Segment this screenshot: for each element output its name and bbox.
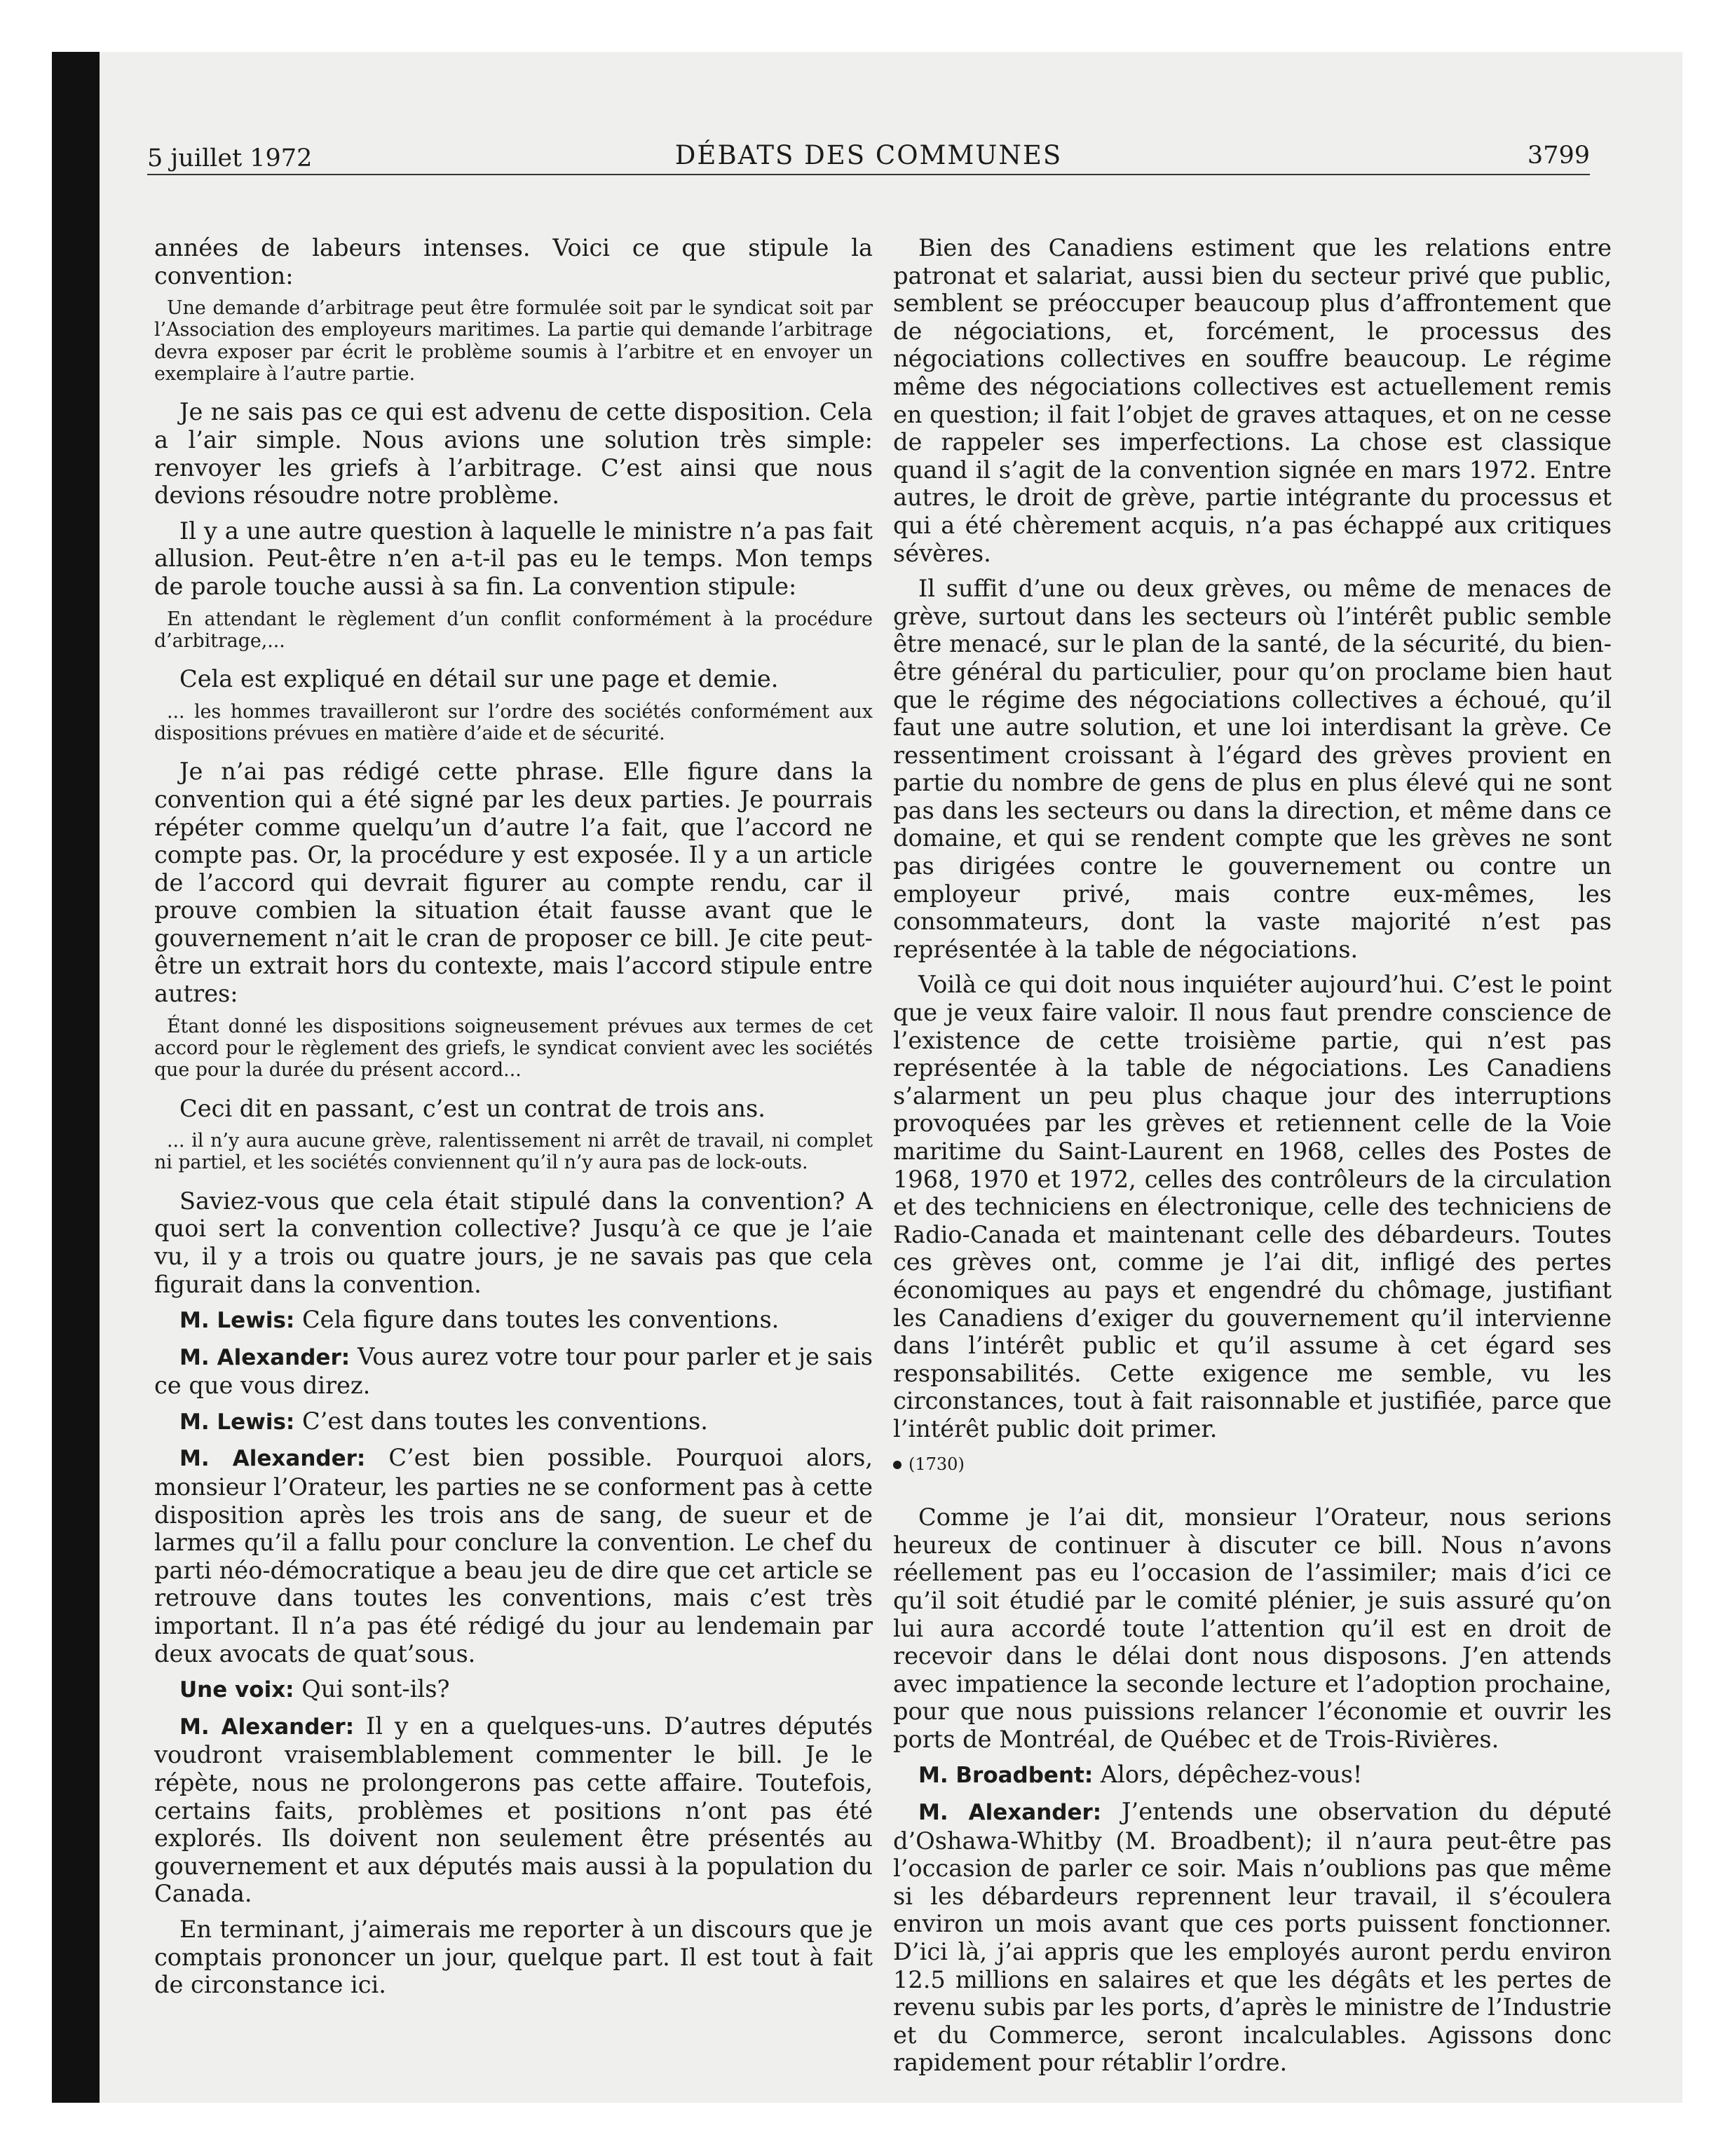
speech-text: C’est dans toutes les conventions. [294, 1407, 708, 1435]
speech-text: Alors, dépêchez-vous! [1093, 1761, 1363, 1789]
paragraph: Je ne sais pas ce qui est advenu de cette disposition. Cela a l’air simple. Nous avions une solution très simple: renvoyer les griefs à l’arbitrage. C’est ainsi que nous devions résoudre notre problème. [154, 398, 873, 510]
quotation: Une demande d’arbitrage peut être formulée soit par le syndicat soit par l’Association des employeurs maritimes. La partie qui demande l’arbitrage devra exposer par écrit le problème soumis à l’arbitre et en envoyer un exemplaire à l’autre partie. [154, 297, 873, 386]
paragraph: Bien des Canadiens estiment que les relations entre patronat et salariat, aussi bien du secteur privé que public, semblent se préoccuper beaucoup plus d’affrontement que de négociations, et, forcément, le processus des négociations collectives en souffre beaucoup. Le régime même des négociations collectives est actuellement remis en question; il fait l’objet de graves attaques, et on ne cesse de rappeler ses imperfections. La chose est classique quand il s’agit de la convention signée en mars 1972. Entre autres, le droit de grève, partie intégrante du processus et qui a été chèrement acquis, n’a pas échappé aux critiques sévères. [893, 234, 1612, 567]
speech-text: C’est bien possible. Pourquoi alors, monsieur l’Orateur, les parties ne se conforment pas à cette disposition après les trois ans de sang, de sueur et de larmes qu’il a fallu pour conclure la convention. Le chef du parti néo-démocratique a beau jeu de dire que cet article se retrouve dans toutes les conventions, mais c’est très important. Il n’a pas été rédigé du jour au lendemain par deux avocats de quat’sous. [154, 1444, 873, 1667]
speech [154, 1444, 873, 1667]
speech [154, 1306, 873, 1335]
speaker-name: Une voix: [179, 1677, 294, 1703]
quotation: ... il n’y aura aucune grève, ralentissement ni arrêt de travail, ni complet ni partiel, et les sociétés conviennent qu’il n’y aura pas de lock-outs. [154, 1130, 873, 1174]
scan-binding-edge [52, 52, 100, 2103]
speaker-name: M. Alexander: [918, 1800, 1102, 1826]
speech-text: Vous aurez votre tour pour parler et je sais ce que vous direz. [154, 1342, 873, 1400]
speaker-name: M. Alexander: [179, 1344, 351, 1370]
paragraph: Saviez-vous que cela était stipulé dans la convention? A quoi sert la convention collective? Jusqu’à ce que je l’aie vu, il y a trois ou quatre jours, je ne savais pas que cela figurait dans la convention. [154, 1187, 873, 1298]
paragraph: Il suffit d’une ou deux grèves, ou même de menaces de grève, surtout dans les secteurs où l’intérêt public semble être menacé, sur le plan de la santé, de la sécurité, du bien-être général du particulier, pour qu’on proclame bien haut que le régime des négociations collectives a échoué, qu’il faut une autre solution, et une loi interdisant la grève. Ce ressentiment croissant à l’égard des grèves provient en partie du nombre de gens de plus en plus élevé qui ne sont pas dans les secteurs ou dans la direction, et même dans ce domaine, et qui se rendent compte que les grèves ne sont pas dirigées contre le gouvernement ou contre un employeur privé, mais contre eux-mêmes, les consommateurs, dont la vaste majorité n’est pas représentée à la table de négociations. [893, 575, 1612, 963]
paragraph: Je n’ai pas rédigé cette phrase. Elle figure dans la convention qui a été signé par les deux parties. Je pourrais répéter comme quelqu’un d’autre l’a fait, que l’accord ne compte pas. Or, la procédure y est exposée. Il y a un article de l’accord qui devrait figurer au compte rendu, car il prouve combien la situation était fausse avant que le gouvernement n’ait le cran de proposer ce bill. Je cite peut-être un extrait hors du contexte, mais l’accord stipule entre autres: [154, 758, 873, 1008]
speech [893, 1761, 1612, 1790]
speech [154, 1407, 873, 1437]
speech-text: J’entends une observation du député d’Oshawa-Whitby (M. Broadbent); il n’aura peut-être pas l’occasion de parler ce soir. Mais n’oublions pas que même si les débardeurs reprennent leur travail, il s’écoulera environ un mois avant que ces ports puissent fonctionner. D’ici là, j’ai appris que les employés auront perdu environ 12.5 millions en salaires et que les dégâts et les pertes de revenu subis par les ports, d’après le ministre de l’Industrie et du Commerce, seront incalculables. Agissons donc rapidement pour rétablir l’ordre. [893, 1798, 1612, 2077]
paragraph: Voilà ce qui doit nous inquiéter aujourd’hui. C’est le point que je veux faire valoir. Il nous faut prendre conscience de l’existence de cette troisième partie, qui n’est pas représentée à la table de négociations. Les Canadiens s’alarment un peu plus chaque jour des interruptions provoquées par les grèves et retiennent celle de la Voie maritime du Saint-Laurent en 1968, celles des Postes de 1968, 1970 et 1972, celles des contrôleurs de la circulation et des techniciens en électronique, celle des techniciens de Radio-Canada et maintenant celle des débardeurs. Toutes ces grèves ont, comme je l’ai dit, infligé des pertes économiques au pays et engendré du chômage, justifiant les Canadiens d’exiger du gouvernement qu’il intervienne dans l’intérêt public et qu’il assume à cet égard ses responsabilités. Cette exigence me semble, vu les circonstances, tout à fait raisonnable et justifiée, parce que l’intérêt public doit primer. [893, 971, 1612, 1442]
paragraph: Il y a une autre question à laquelle le ministre n’a pas fait allusion. Peut-être n’en a-t-il pas eu le temps. Mon temps de parole touche aussi à sa fin. La convention stipule: [154, 517, 873, 600]
speech [154, 1712, 873, 1908]
paragraph: En terminant, j’aimerais me reporter à un discours que je comptais prononcer un jour, quelque part. Il est tout à fait de circonstance ici. [154, 1915, 873, 1999]
speaker-name: M. Alexander: [179, 1446, 366, 1472]
speech [154, 1675, 873, 1705]
quotation: ... les hommes travailleront sur l’ordre des sociétés conformément aux dispositions prévues en matière d’aide et de sécurité. [154, 700, 873, 745]
speaker-name: M. Lewis: [179, 1308, 295, 1334]
speech-text: Il y en a quelques-uns. D’autres députés voudront vraisemblablement commenter le bill. Je le répète, nous ne prolongerons pas cette affaire. Toutefois, certains faits, problèmes et positions n’ont pas été explorés. Ils doivent non seulement être présentés au gouvernement et aux députés mais aussi à la population du Canada. [154, 1712, 873, 1908]
speech-text: Qui sont-ils? [294, 1675, 450, 1703]
paragraph: années de labeurs intenses. Voici ce que stipule la convention: [154, 234, 873, 289]
quotation: En attendant le règlement d’un conflit conformément à la procédure d’arbitrage,... [154, 608, 873, 652]
header-page-number: 3799 [1527, 142, 1590, 170]
paragraph: Comme je l’ai dit, monsieur l’Orateur, nous serions heureux de continuer à discuter ce bill. Nous n’avons réellement pas eu l’occasion de l’assimiler; mais d’ici ce qu’il soit étudié par le comité plénier, je suis assuré qu’on lui aura accordé toute l’attention qu’il est en droit de recevoir dans le délai dont nous disposons. J’en attends avec impatience la seconde lecture et l’adoption prochaine, pour que nous puissions relancer l’économie et ouvrir les ports de Montréal, de Québec et de Trois-Rivières. [893, 1503, 1612, 1753]
quotation: Étant donné les dispositions soigneusement prévues aux termes de cet accord pour le règlement des griefs, le syndicat convient avec les sociétés que pour la durée du présent accord... [154, 1015, 873, 1082]
speech-text: Cela figure dans toutes les conventions. [294, 1306, 780, 1334]
speaker-name: M. Lewis: [179, 1409, 295, 1435]
speech [893, 1798, 1612, 2077]
page-header [147, 139, 1590, 175]
right-column [893, 234, 1612, 2085]
bullet-icon [893, 1461, 901, 1469]
time-marker-text: (1730) [909, 1454, 965, 1474]
header-title: DÉBATS DES COMMUNES [674, 140, 1063, 170]
header-date: 5 juillet 1972 [147, 144, 313, 172]
speaker-name: M. Alexander: [179, 1714, 355, 1740]
left-column [154, 234, 873, 2007]
speech [154, 1343, 873, 1400]
speaker-name: M. Broadbent: [918, 1763, 1094, 1789]
time-marker [893, 1451, 1612, 1479]
paragraph: Cela est expliqué en détail sur une page et demie. [179, 665, 779, 693]
paragraph: Ceci dit en passant, c’est un contrat de trois ans. [179, 1094, 766, 1122]
